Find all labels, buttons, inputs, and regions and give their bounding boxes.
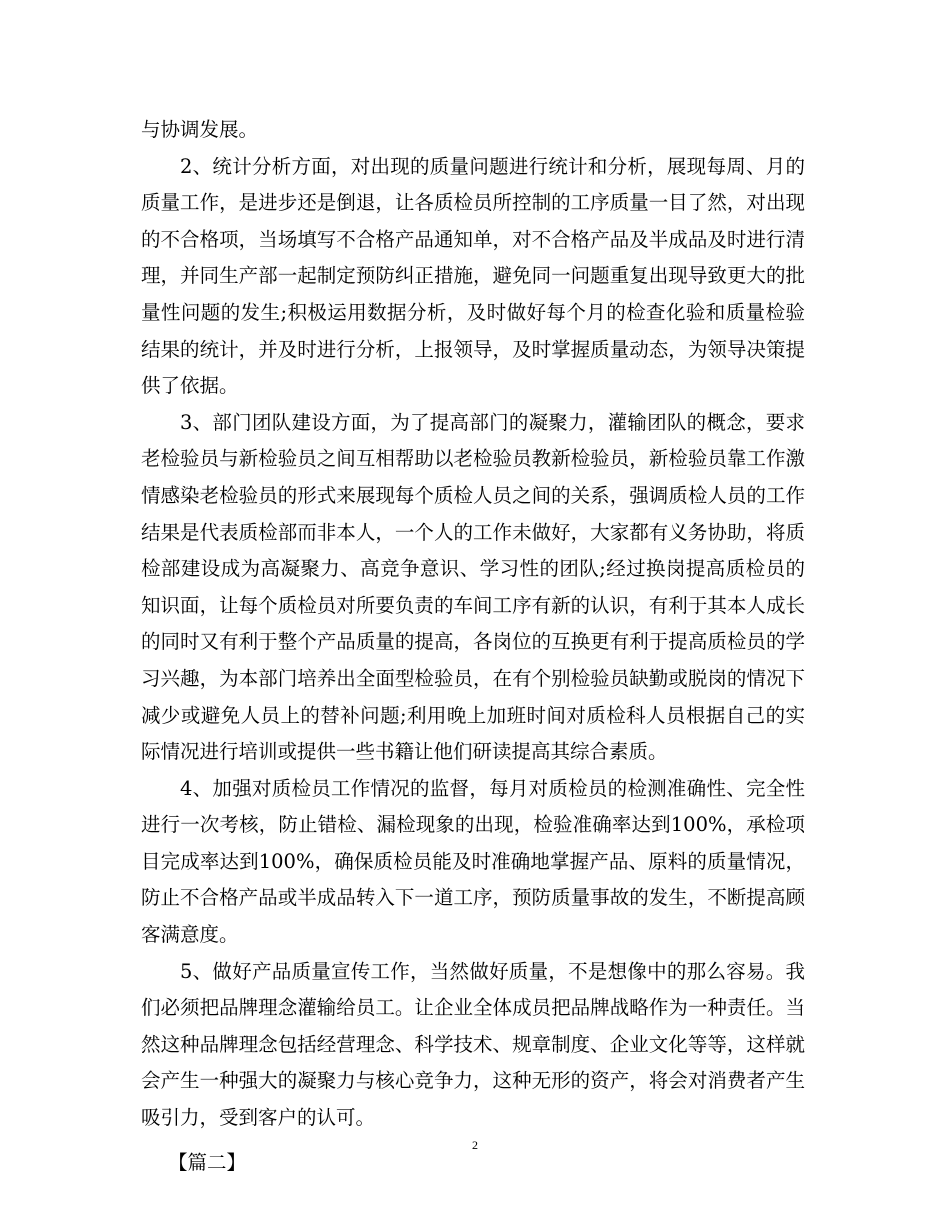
page-number: 2 (472, 1138, 478, 1152)
paragraph-item-2: 2、统计分析方面，对出现的质量问题进行统计和分析，展现每周、月的质量工作，是进步还是倒退，让各质检员所控制的工序质量一目了然，对出现的不合格项，当场填写不合格产品通知单，对不合格产品及半成品及时进行清理，并同生产部一起制定预防纠正措施，避免同一问题重复出现导致更大的批量性问题的发生;积极运用数据分析，及时做好每个月的检查化验和质量检验结果的统计，并及时进行分析，上报领导，及时掌握质量动态，为领导决策提供了依据。 (141, 154, 805, 398)
paragraph-item-5: 5、做好产品质量宣传工作，当然做好质量，不是想像中的那么容易。我们必须把品牌理念灌输给员工。让企业全体成员把品牌战略作为一种责任。当然这种品牌理念包括经营理念、科学技术、规章制度、企业文化等等，这样就会产生一种强大的凝聚力与核心竞争力，这种无形的资产，将会对消费者产生吸引力，受到客户的认可。 (141, 959, 805, 1130)
paragraph-item-4: 4、加强对质检员工作情况的监督，每月对质检员的检测准确性、完全性进行一次考核，防止错检、漏检现象的出现，检验准确率达到100%，承检项目完成率达到100%，确保质检员能及时准确地掌握产品、原料的质量情况，防止不合格产品或半成品转入下一道工序，预防质量事故的发生，不断提高顾客满意度。 (141, 776, 805, 947)
section-heading: 【篇二】 (168, 1150, 247, 1174)
document-body (141, 112, 805, 1181)
paragraph-continuation: 与协调发展。 (141, 118, 259, 141)
paragraph-item-3: 3、部门团队建设方面，为了提高部门的凝聚力，灌输团队的概念，要求老检验员与新检验员之间互相帮助以老检验员教新检验员，新检验员靠工作激情感染老检验员的形式来展现每个质检人员之间的关系，强调质检人员的工作结果是代表质检部而非本人，一个人的工作未做好，大家都有义务协助，将质检部建设成为高凝聚力、高竞争意识、学习性的团队;经过换岗提高质检员的知识面，让每个质检员对所要负责的车间工序有新的认识，有利于其本人成长的同时又有利于整个产品质量的提高，各岗位的互换更有利于提高质检员的学习兴趣，为本部门培养出全面型检验员，在有个别检验员缺勤或脱岗的情况下减少或避免人员上的替补问题;利用晚上加班时间对质检科人员根据自己的实际情况进行培训或提供一些书籍让他们研读提高其综合素质。 (141, 410, 805, 764)
